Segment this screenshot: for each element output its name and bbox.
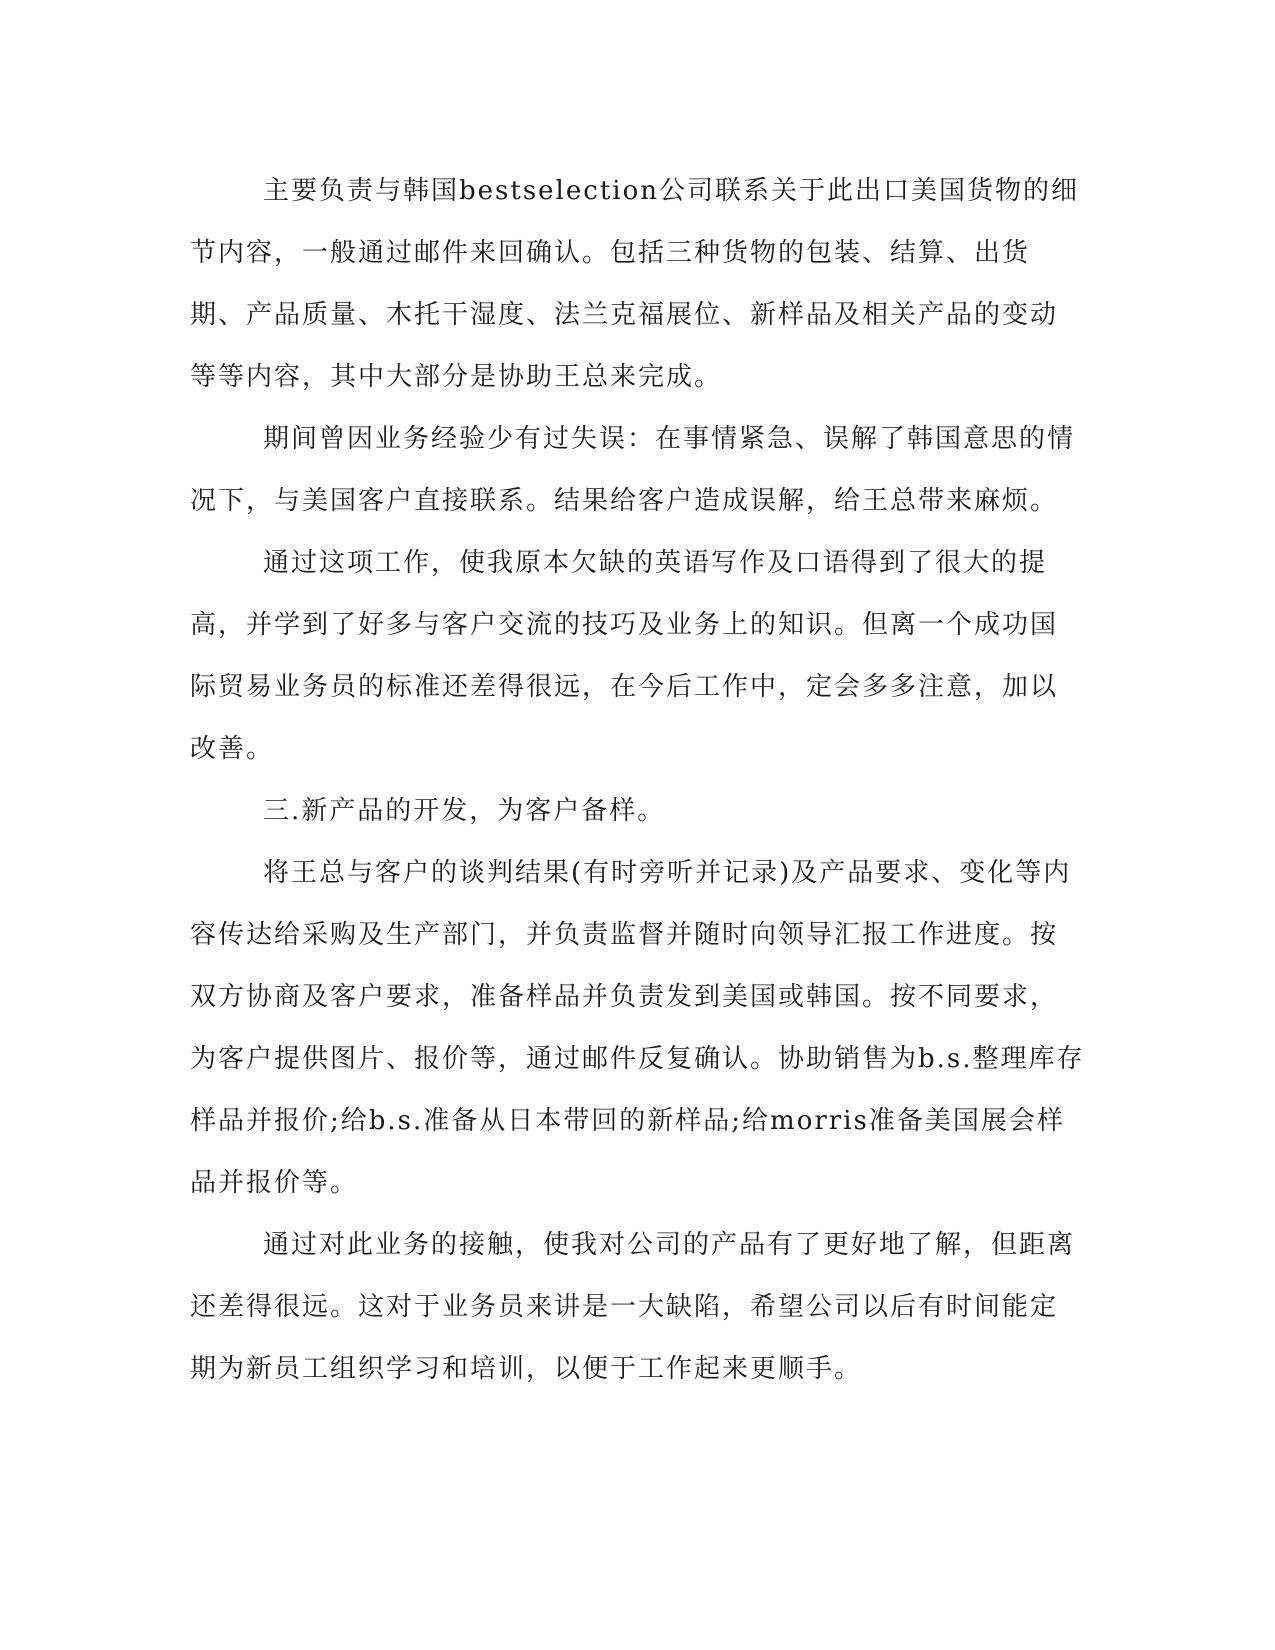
document-body xyxy=(190,160,1085,1400)
paragraph-samples: 将王总与客户的谈判结果(有时旁听并记录)及产品要求、变化等内容传达给采购及生产部门，并负责监督并随时向领导汇报工作进度。按双方协商及客户要求，准备样品并负责发到美国或韩国。按不同要求，为客户提供图片、报价等，通过邮件反复确认。协助销售为b.s.整理库存样品并报价;给b.s.准备从日本带回的新样品;给morris准备美国展会样品并报价等。 xyxy=(190,858,1085,1198)
section-heading-new-products: 三.新产品的开发，为客户备样。 xyxy=(263,796,666,826)
paragraph-training: 通过对此业务的接触，使我对公司的产品有了更好地了解，但距离还差得很远。这对于业务员来讲是一大缺陷，希望公司以后有时间能定期为新员工组织学习和培训，以便于工作起来更顺手。 xyxy=(190,1230,1076,1384)
paragraph-mistake: 期间曾因业务经验少有过失误：在事情紧急、误解了韩国意思的情况下，与美国客户直接联系。结果给客户造成误解，给王总带来麻烦。 xyxy=(190,424,1076,516)
paragraph-improvement: 通过这项工作，使我原本欠缺的英语写作及口语得到了很大的提高，并学到了好多与客户交流的技巧及业务上的知识。但离一个成功国际贸易业务员的标准还差得很远，在今后工作中，定会多多注意，加以改善。 xyxy=(190,548,1059,764)
paragraph-korea-contact: 主要负责与韩国bestselection公司联系关于此出口美国货物的细节内容，一般通过邮件来回确认。包括三种货物的包装、结算、出货期、产品质量、木托干湿度、法兰克福展位、新样品及相关产品的变动等等内容，其中大部分是协助王总来完成。 xyxy=(190,176,1079,392)
